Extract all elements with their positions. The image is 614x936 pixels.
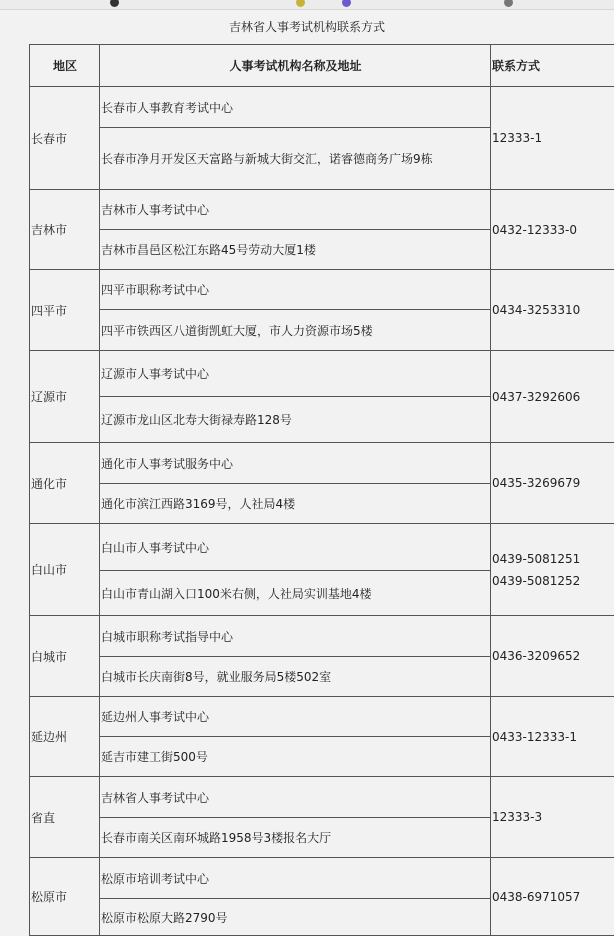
org-name-cell: 白山市人事考试中心 [100,524,491,571]
region-cell: 延边州 [30,697,100,777]
phone-number: 0439-5081251 [492,548,614,570]
phone-cell [491,270,614,351]
region-cell: 辽源市 [30,351,100,443]
org-name-cell: 白城市职称考试指导中心 [100,616,491,657]
phone-cell [491,351,614,443]
phone-number: 0438-6971057 [492,886,614,908]
phone-number: 12333-1 [492,127,614,149]
org-name-cell: 通化市人事考试服务中心 [100,443,491,484]
phone-number: 0433-12333-1 [492,726,614,748]
region-cell: 吉林市 [30,190,100,270]
region-cell: 松原市 [30,858,100,936]
table-row [30,443,614,484]
phone-number: 0439-5081252 [492,570,614,592]
org-address-cell: 白城市长庆南街8号，就业服务局5楼502室 [100,657,491,697]
region-cell: 通化市 [30,443,100,524]
org-name-cell: 延边州人事考试中心 [100,697,491,737]
bookmark-item[interactable] [342,0,351,8]
phone-cell [491,616,614,697]
phone-number: 0434-3253310 [492,299,614,321]
phone-number: 0436-3209652 [492,645,614,667]
page-title: 吉林省人事考试机构联系方式 [0,14,614,44]
org-name-cell: 辽源市人事考试中心 [100,351,491,397]
table-row [30,697,614,737]
org-address-cell: 长春市净月开发区天富路与新城大街交汇，诺睿德商务广场9栋 [100,128,491,190]
bookmark-icon [296,0,305,7]
table-row [30,87,614,128]
org-address-cell: 松原市松原大路2790号 [100,899,491,936]
bookmark-item[interactable] [110,0,119,8]
bookmark-icon [504,0,513,7]
header-contact: 联系方式 [491,45,614,87]
org-name-cell: 长春市人事教育考试中心 [100,87,491,128]
table-row [30,524,614,571]
table-row [30,616,614,657]
phone-cell [491,87,614,190]
table-row [30,190,614,230]
phone-cell [491,858,614,936]
region-cell: 四平市 [30,270,100,351]
contact-table [29,44,614,936]
bookmark-item[interactable] [504,0,513,8]
org-address-cell: 通化市滨江西路3169号，人社局4楼 [100,484,491,524]
region-cell: 白山市 [30,524,100,616]
table-row [30,270,614,310]
org-address-cell: 吉林市昌邑区松江东路45号劳动大厦1楼 [100,230,491,270]
org-name-cell: 吉林省人事考试中心 [100,777,491,818]
table-body [30,87,614,936]
table-row [30,777,614,818]
org-name-cell: 松原市培训考试中心 [100,858,491,899]
bookmark-icon [110,0,119,7]
bookmark-bar [0,0,614,10]
bookmark-icon [342,0,351,7]
phone-cell [491,443,614,524]
org-name-cell: 吉林市人事考试中心 [100,190,491,230]
table-header-row [30,45,614,87]
header-region: 地区 [30,45,100,87]
org-address-cell: 白山市青山湖入口100米右侧，人社局实训基地4楼 [100,571,491,616]
org-address-cell: 四平市铁西区八道街凯虹大厦，市人力资源市场5楼 [100,310,491,351]
org-address-cell: 长春市南关区南环城路1958号3楼报名大厅 [100,818,491,858]
org-name-cell: 四平市职称考试中心 [100,270,491,310]
region-cell: 省直 [30,777,100,858]
phone-cell [491,697,614,777]
table-row [30,351,614,397]
region-cell: 长春市 [30,87,100,190]
phone-cell [491,777,614,858]
org-address-cell: 辽源市龙山区北寿大街禄寿路128号 [100,397,491,443]
table-row [30,858,614,899]
phone-number: 0432-12333-0 [492,219,614,241]
phone-cell [491,524,614,616]
phone-number: 0435-3269679 [492,472,614,494]
region-cell: 白城市 [30,616,100,697]
header-org: 人事考试机构名称及地址 [100,45,491,87]
bookmark-item[interactable] [296,0,305,8]
phone-cell [491,190,614,270]
phone-number: 0437-3292606 [492,386,614,408]
org-address-cell: 延吉市建工街500号 [100,737,491,777]
phone-number: 12333-3 [492,806,614,828]
